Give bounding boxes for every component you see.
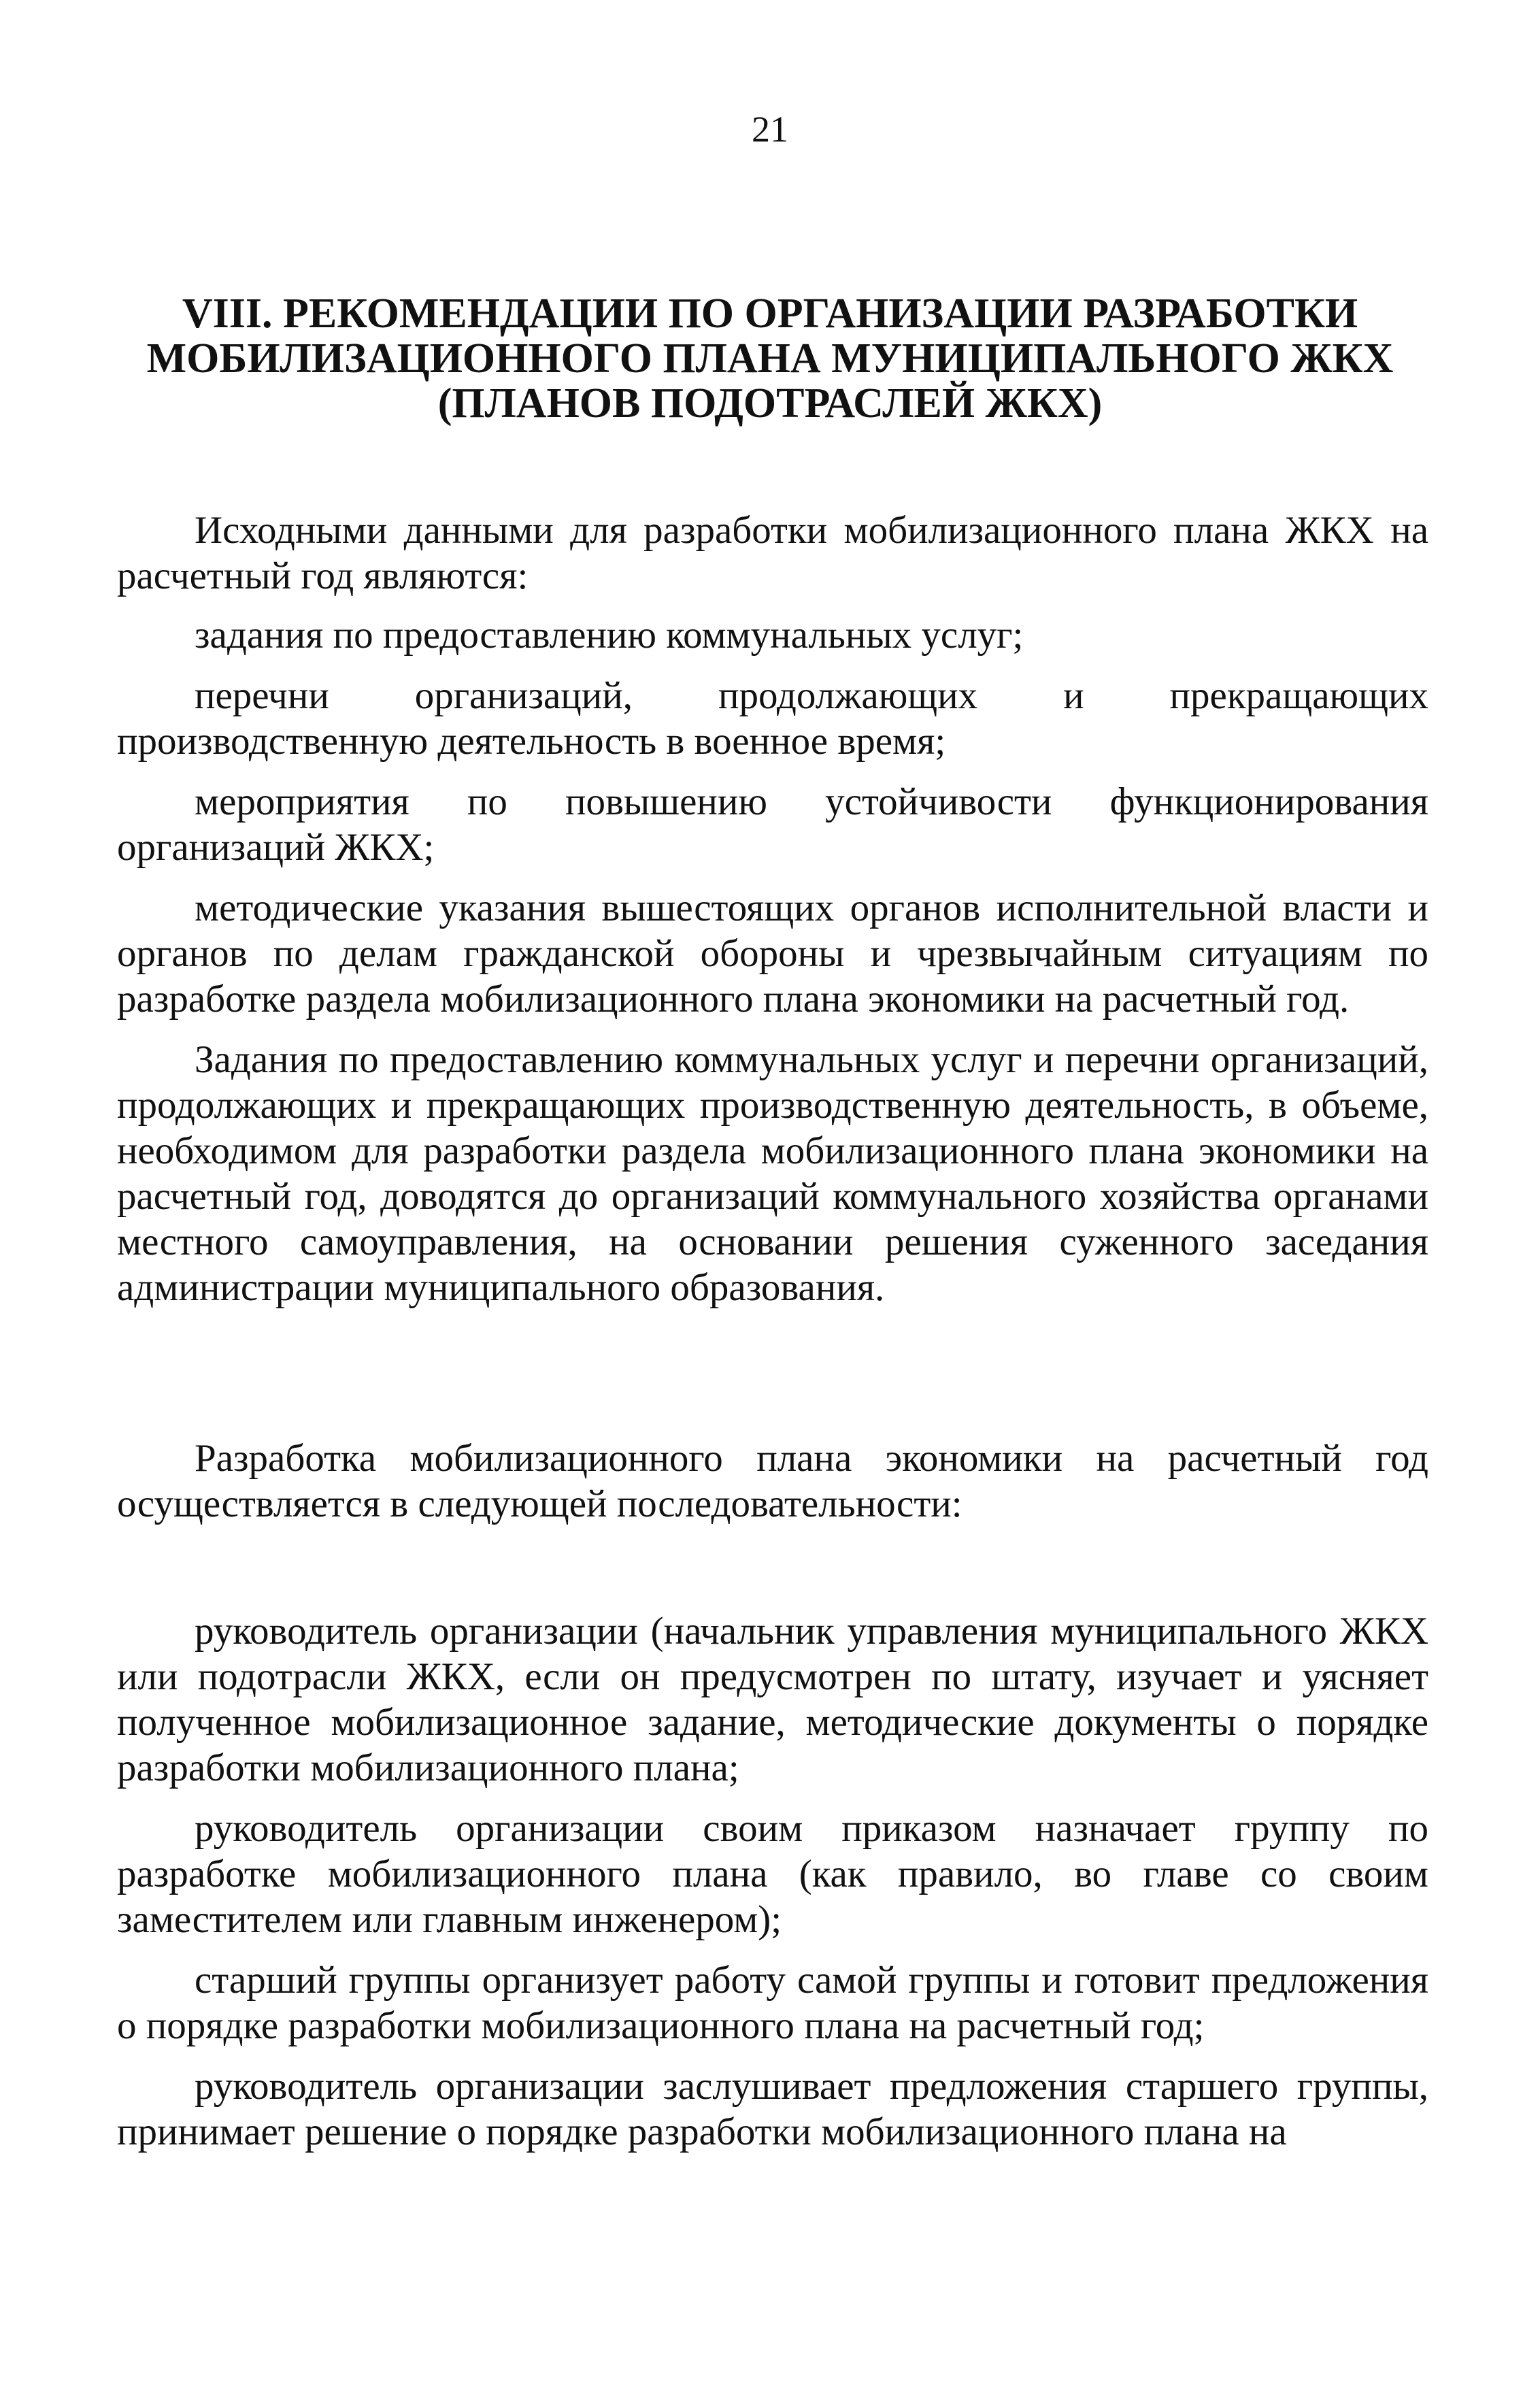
paragraph-source-data: Исходными данными для разработки мобилизационного плана ЖКХ на расчетный год являются:	[117, 509, 1428, 597]
paragraph-step-study: руководитель организации (начальник управления муниципального ЖКХ или подотрасли ЖКХ, если он предусмотрен по штату, изучает и уясняет полученное мобилизационное задание, методические документы о порядке разработки мобилизационного плана;	[117, 1610, 1428, 1789]
paragraph-step-proposals: старший группы организует работу самой группы и готовит предложения о порядке разработки мобилизационного плана на расчетный год;	[117, 1959, 1428, 2047]
body-block-1	[117, 508, 1428, 1310]
paragraph-item-guidelines: методические указания вышестоящих органов исполнительной власти и органов по делам гражданской обороны и чрезвычайным ситуациям по разработке раздела мобилизационного плана экономики на расчетный год.	[117, 886, 1428, 1021]
paragraph-item-measures: мероприятия по повышению устойчивости функционирования организаций ЖКХ;	[117, 780, 1428, 869]
paragraph-item-org-lists: перечни организаций, продолжающих и прекращающих производственную деятельность в военное время;	[117, 674, 1428, 763]
paragraph-tasks-delivery: Задания по предоставлению коммунальных услуг и перечни организаций, продолжающих и прекращающих производственную деятельность, в объеме, необходимом для разработки раздела мобилизационного плана экономики на расчетный год, доводятся до организаций коммунального хозяйства органами местного самоуправления, на основании решения суженного заседания администрации муниципального образования.	[117, 1038, 1428, 1309]
body-block-3	[117, 1608, 1428, 2155]
heading-line-3: (ПЛАНОВ ПОДОТРАСЛЕЙ ЖКХ)	[437, 380, 1103, 427]
paragraph-item-tasks: задания по предоставлению коммунальных услуг;	[195, 614, 1024, 657]
paragraph-step-decision: руководитель организации заслушивает предложения старшего группы, принимает решение о порядке разработки мобилизационного плана на	[117, 2065, 1428, 2153]
heading-line-1: VIII. РЕКОМЕНДАЦИИ ПО ОРГАНИЗАЦИИ РАЗРАБОТКИ	[182, 291, 1358, 337]
body-block-2	[117, 1436, 1428, 1527]
section-heading	[117, 291, 1423, 426]
paragraph-sequence-intro: Разработка мобилизационного плана экономики на расчетный год осуществляется в следующей последовательности:	[117, 1437, 1428, 1525]
heading-line-2: МОБИЛИЗАЦИОННОГО ПЛАНА МУНИЦИПАЛЬНОГО ЖКХ	[146, 335, 1394, 382]
page-number: 21	[752, 109, 788, 150]
paragraph-step-group: руководитель организации своим приказом назначает группу по разработке мобилизационного плана (как правило, во главе со своим заместителем или главным инженером);	[117, 1807, 1428, 1941]
